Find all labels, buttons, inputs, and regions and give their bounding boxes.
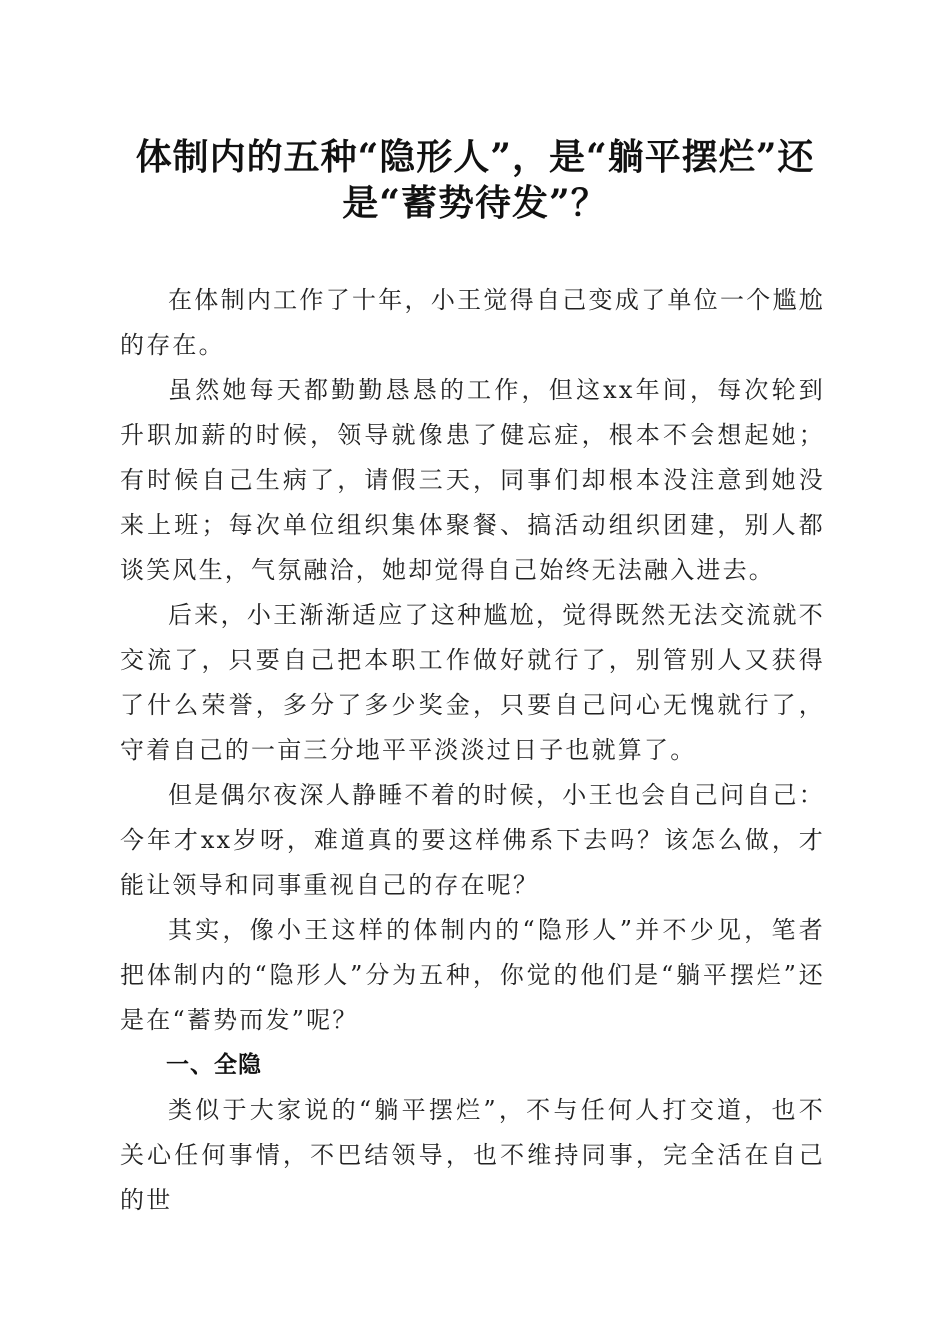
section-paragraph: 类似于大家说的“躺平摆烂”，不与任何人打交道，也不关心任何事情，不巴结领导，也不维持同事，完全活在自己的世 bbox=[120, 1096, 825, 1214]
paragraph-background: 虽然她每天都勤勤恳恳的工作，但这xx年间，每次轮到升职加薪的时候，领导就像患了健忘症，根本不会想起她；有时候自己生病了，请假三天，同事们却根本没注意到她没来上班；每次单位组织集体聚餐、搞活动组织团建，别人都谈笑风生，气氛融洽，她却觉得自己始终无法融入进去。 bbox=[120, 376, 825, 584]
paragraph-overview: 其实，像小王这样的体制内的“隐形人”并不少见，笔者把体制内的“隐形人”分为五种，你觉的他们是“躺平摆烂”还是在“蓄势而发”呢？ bbox=[120, 916, 825, 1034]
paragraph-reflection: 但是偶尔夜深人静睡不着的时候，小王也会自己问自己：今年才xx岁呀，难道真的要这样佛系下去吗？该怎么做，才能让领导和同事重视自己的存在呢？ bbox=[120, 781, 825, 899]
title-line-2: 是“蓄势待发”？ bbox=[342, 182, 608, 224]
title-line-1: 体制内的五种“隐形人”，是“躺平摆烂”还 bbox=[135, 136, 815, 178]
paragraph-adaptation: 后来，小王渐渐适应了这种尴尬，觉得既然无法交流就不交流了，只要自己把本职工作做好就行了，别管别人又获得了什么荣誉，多分了多少奖金，只要自己问心无愧就行了，守着自己的一亩三分地平平淡淡过日子也就算了。 bbox=[120, 601, 825, 764]
section-heading: 一、全隐 bbox=[166, 1052, 262, 1078]
document-title bbox=[110, 134, 840, 226]
paragraph-intro: 在体制内工作了十年，小王觉得自己变成了单位一个尴尬的存在。 bbox=[120, 286, 825, 359]
document-body bbox=[120, 278, 825, 1223]
